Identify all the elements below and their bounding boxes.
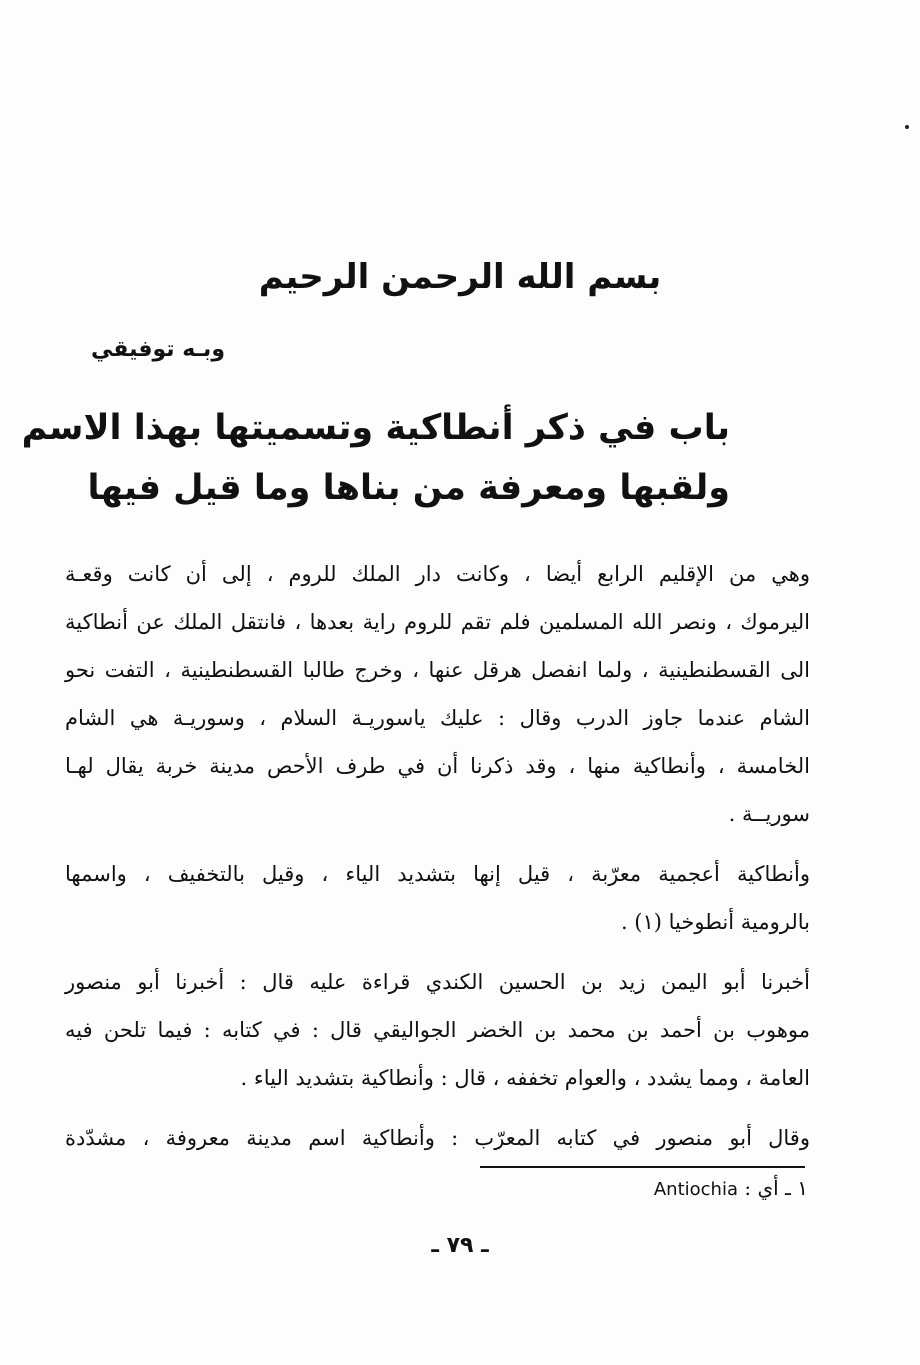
paragraph-line: وهي من الإقليم الرابع أيضا ، وكانت دار الملك للروم ، إلى أن كانت وقعـة [65,562,810,586]
paragraph-line: الى القسطنطينية ، ولما انفصل هرقل عنها ، وخرج طالبا القسطنطينية ، التفت نحو [65,658,811,682]
paragraph-line: وأنطاكية أعجمية معرّبة ، قيل إنها بتشديد الياء ، وقيل بالتخفيف ، واسمها [65,862,810,886]
paragraph-3 [65,958,810,1102]
basmala-heading: بسم الله الرحمن الرحيم [258,257,662,297]
page-number: ـ ٧٩ ـ [431,1233,489,1258]
paragraph-line: الشام عندما جاوز الدرب وقال : عليك ياسوريـة السلام ، وسوريـة هي الشام [65,706,810,730]
paragraph-1 [65,550,810,838]
paragraph-line: العامة ، ومما يشدد ، والعوام تخففه ، قال : وأنطاكية بتشديد الياء . [240,1066,810,1090]
paragraph-2 [65,850,810,946]
footnote-term: Antiochia [653,1179,738,1200]
paragraph-line: الخامسة ، وأنطاكية منها ، وقد ذكرنا أن في طرف الأحص مدينة خربة يقال لهـا [65,754,810,778]
paragraph-line: بالرومية أنطوخيا (١) . [620,910,810,934]
scan-speck [905,125,909,129]
footnote-divider [480,1166,805,1168]
paragraph-line: موهوب بن أحمد بن محمد بن الخضر الجواليقي قال : في كتابه : فيما تلحن فيه [65,1018,810,1042]
paragraph-line: وقال أبو منصور في كتابه المعرّب : وأنطاكية اسم مدينة معروفة ، مشدّدة [65,1126,810,1150]
paragraph-4 [65,1114,810,1162]
chapter-title [21,398,730,518]
footnote [654,1172,808,1206]
chapter-title-line-2: ولقبها ومعرفة من بناها وما قيل فيها [87,468,730,508]
paragraph-line: أخبرنا أبو اليمن زيد بن الحسين الكندي قراءة عليه قال : أخبرنا أبو منصور [65,970,810,994]
chapter-title-line-1: باب في ذكر أنطاكية وتسميتها بهذا الاسم [21,408,730,448]
body-text [65,550,810,1174]
paragraph-line: سوريــة . [728,802,810,826]
footnote-marker: ١ ـ أي : [744,1176,808,1200]
tawfiq-line: وبـه توفيقي [91,337,225,362]
paragraph-line: اليرموك ، ونصر الله المسلمين فلم تقم للروم راية بعدها ، فانتقل الملك عن أنطاكية [65,610,810,634]
